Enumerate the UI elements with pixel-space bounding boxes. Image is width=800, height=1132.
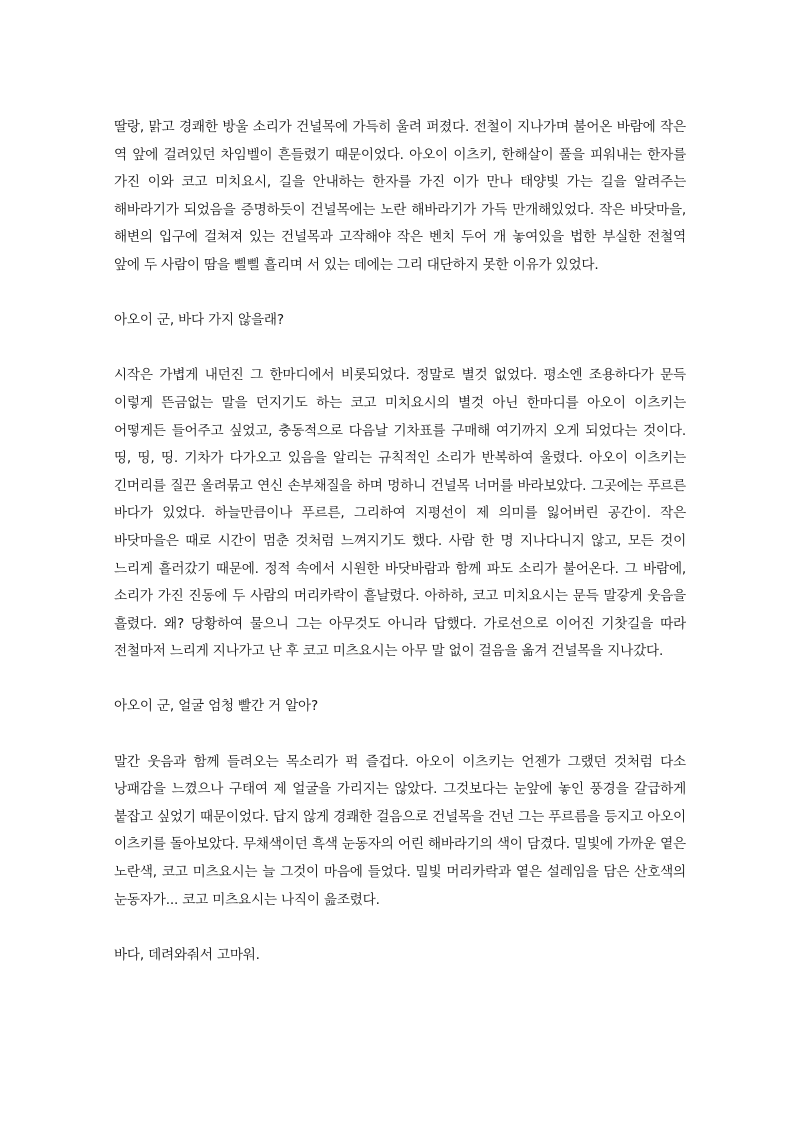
- paragraph-beginning: 시작은 가볍게 내던진 그 한마디에서 비롯되었다. 정말로 별것 없었다. 평소엔 조용하다가 문득 이렇게 뜬금없는 말을 던지기도 하는 코고 미치요시의 별것 아닌 한마디를 아오이 이츠키는 어떻게든 들어주고 싶었고, 충동적으로 다음날 기차표를 구매해 여기까지 오게 되었다는 것이다. 띵, 띵, 띵. 기차가 다가오고 있음을 알리는 규칙적인 소리가 반복하여 울렸다. 아오이 이츠키는 긴머리를 질끈 올려묶고 연신 손부채질을 하며 멍하니 건널목 너머를 바라보았다. 그곳에는 푸르른 바다가 있었다. 하늘만큼이나 푸르른, 그리하여 지평선이 제 의미를 잃어버린 공간이. 작은 바닷마을은 때로 시간이 멈춘 것처럼 느껴지기도 했다. 사람 한 명 지나다니지 않고, 모든 것이 느리게 흘러갔기 때문에. 정적 속에서 시원한 바닷바람과 함께 파도 소리가 불어온다. 그 바람에, 소리가 가진 진동에 두 사람의 머리카락이 흩날렸다. 아하하, 코고 미치요시는 문득 말갛게 웃음을 흘렸다. 왜? 당황하여 물으니 그는 아무것도 아니라 답했다. 가로선으로 이어진 기찻길을 따라 전철마저 느리게 지나가고 난 후 코고 미츠요시는 아무 말 없이 걸음을 옮겨 건널목을 지나갔다.: [114, 367, 686, 660]
- document-page: [114, 114, 686, 969]
- paragraph-opening: 딸랑, 맑고 경쾌한 방울 소리가 건널목에 가득히 울려 퍼졌다. 전철이 지나가며 불어온 바람에 작은 역 앞에 걸려있던 차임벨이 흔들렸기 때문이었다. 아오이 이츠키, 한해살이 풀을 피워내는 한자를 가진 이와 코고 미치요시, 길을 안내하는 한자를 가진 이가 만나 태양빛 가는 길을 알려주는 해바라기가 되었음을 증명하듯이 건널목에는 노란 해바라기가 가득 만개해있었다. 작은 바닷마을, 해변의 입구에 걸쳐져 있는 건널목과 고작해야 작은 벤치 두어 개 놓여있을 법한 부실한 전철역 앞에 두 사람이 땀을 삘삘 흘리며 서 있는 데에는 그리 대단하지 못한 이유가 있었다.: [114, 119, 686, 273]
- dialogue-line-red-face: 아오이 군, 얼굴 엄청 빨간 거 알아?: [114, 698, 318, 715]
- paragraph-laughter: 말간 웃음과 함께 들려오는 목소리가 퍽 즐겁다. 아오이 이츠키는 언젠가 그랬던 것처럼 다소 낭패감을 느꼈으나 구태여 제 얼굴을 가리지는 않았다. 그것보다는 눈앞에 놓인 풍경을 갈급하게 붙잡고 싶었기 때문이었다. 답지 않게 경쾌한 걸음으로 건널목을 건넌 그는 푸르름을 등지고 아오이 이츠키를 돌아보았다. 무채색이던 흑색 눈동자의 어린 해바라기의 색이 담겼다. 밀빛에 가까운 옅은 노란색, 코고 미츠요시는 늘 그것이 마음에 들었다. 밀빛 머리카락과 옅은 설레임을 담은 산호색의 눈동자가... 코고 미츠요시는 나직이 읊조렸다.: [114, 753, 686, 908]
- dialogue-line-sea-invite: 아오이 군, 바다 가지 않을래?: [114, 312, 284, 329]
- dialogue-line-thanks: 바다, 데려와줘서 고마워.: [114, 946, 260, 963]
